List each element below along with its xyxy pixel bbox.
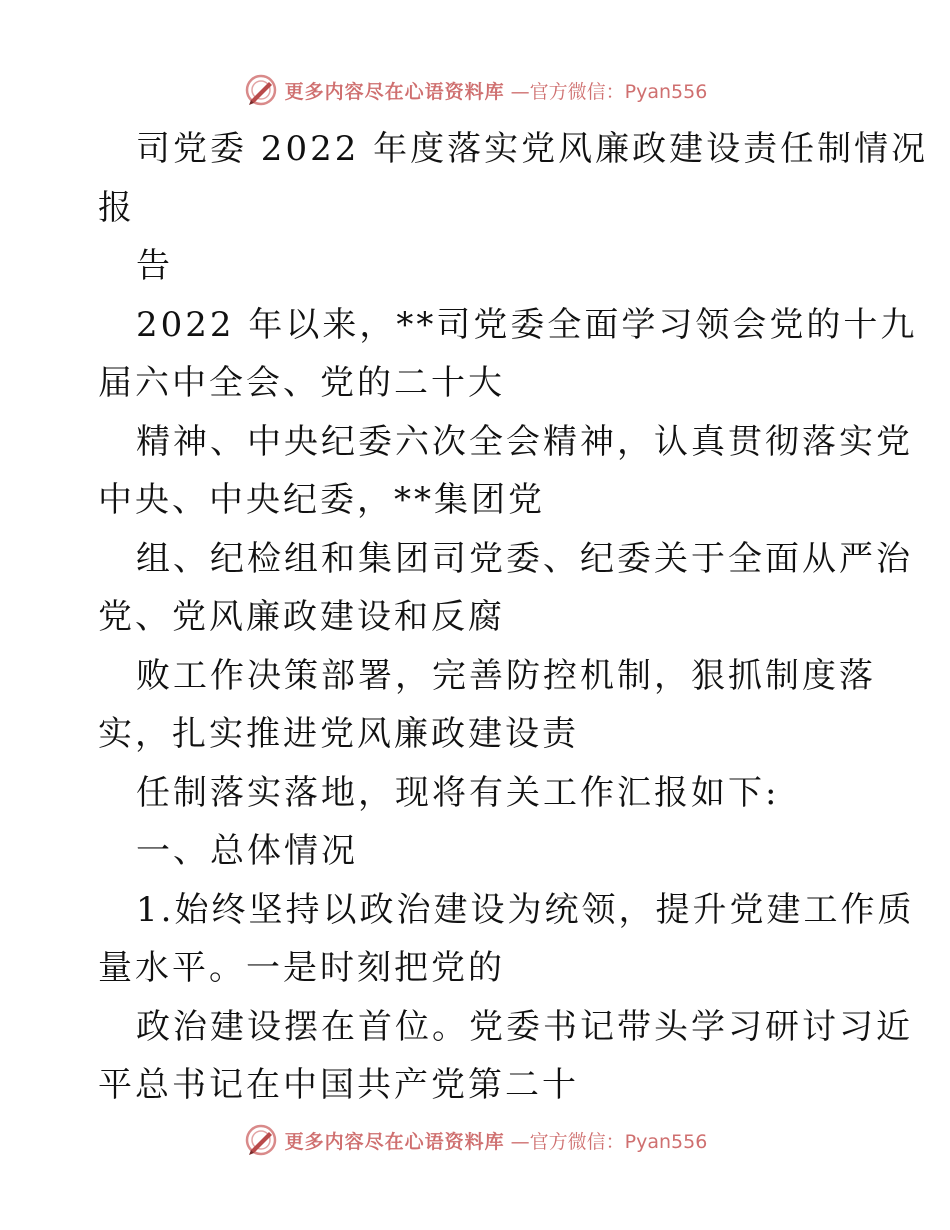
paragraph-line: 平总书记在中国共产党第二十 — [98, 1065, 579, 1105]
watermark-wechat-text: —官方微信：Pyan556 — [510, 80, 708, 103]
paragraph-line: 任制落实落地，现将有关工作汇报如下: — [136, 772, 780, 813]
pen-logo-icon — [243, 72, 279, 108]
paragraph-line: 1.始终坚持以政治建设为统领，提升党建工作质 — [136, 889, 915, 930]
watermark-main-text: 更多内容尽在心语资料库 — [284, 1130, 505, 1153]
paragraph-line: 2022 年以来，**司党委全面学习领会党的十九 — [136, 304, 918, 345]
watermark-wechat-text: —官方微信：Pyan556 — [510, 1130, 708, 1153]
watermark-main-text: 更多内容尽在心语资料库 — [284, 80, 505, 103]
title-line-1: 司党委 2022 年度落实党风廉政建设责任制情况 — [136, 129, 929, 169]
footer-watermark-banner — [0, 1120, 950, 1160]
title-line-3: 告 — [136, 246, 173, 286]
paragraph-line: 中央、中央纪委，**集团党 — [98, 480, 545, 520]
paragraph-line: 届六中全会、党的二十大 — [98, 363, 505, 403]
title-line-2: 报 — [98, 187, 135, 228]
header-watermark-banner — [0, 70, 950, 110]
paragraph-line: 政治建设摆在首位。党委书记带头学习研讨习近 — [136, 1006, 913, 1047]
paragraph-line: 组、纪检组和集团司党委、纪委关于全面从严治 — [136, 538, 913, 579]
paragraph-line: 党、党风廉政建设和反腐 — [98, 597, 505, 637]
paragraph-line: 精神、中央纪委六次全会精神，认真贯彻落实党 — [136, 421, 913, 462]
paragraph-line: 量水平。一是时刻把党的 — [98, 948, 505, 988]
paragraph-line: 实，扎实推进党风廉政建设责 — [98, 714, 579, 754]
pen-logo-icon — [243, 1122, 279, 1158]
section-heading: 一、总体情况 — [136, 831, 358, 871]
document-body — [98, 120, 929, 1115]
paragraph-line: 败工作决策部署，完善防控机制，狠抓制度落 — [136, 655, 876, 696]
